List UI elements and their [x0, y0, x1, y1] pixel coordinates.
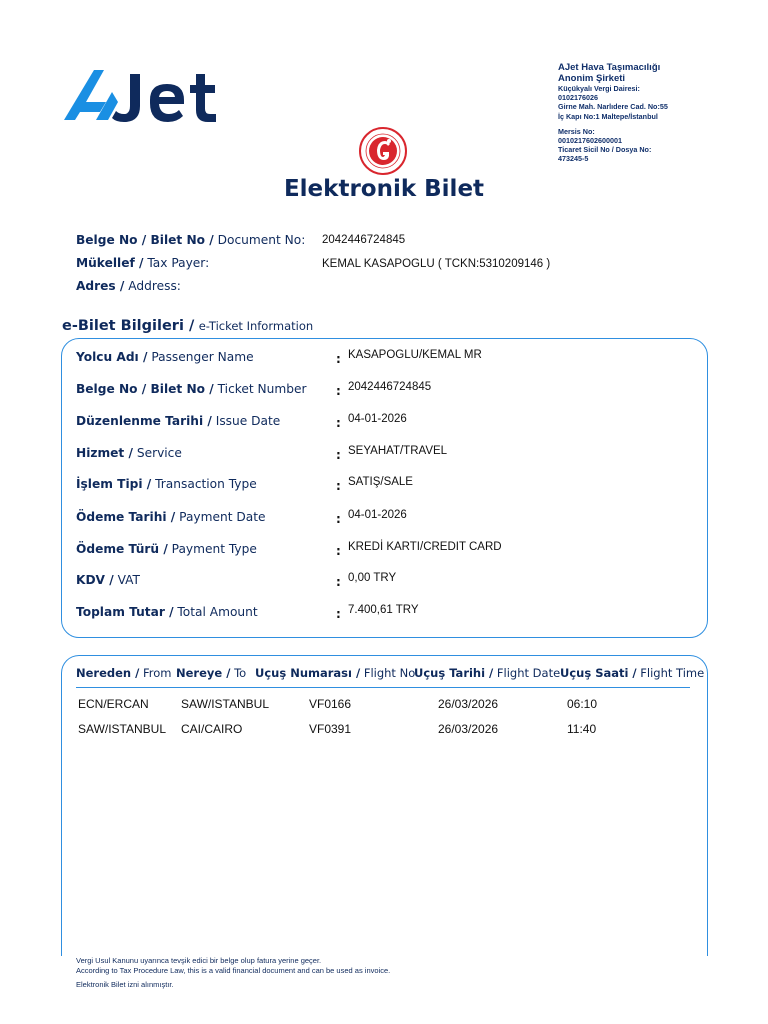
mersis-label: Mersis No:: [558, 126, 595, 136]
eticket-row-value: KASAPOGLU/KEMAL MR: [348, 349, 482, 361]
eticket-row-label-tr: Hizmet /: [76, 446, 133, 460]
th-flight-no-tr: Uçuş Numarası /: [255, 666, 361, 680]
table-header-divider: [76, 687, 690, 688]
th-flight-date: [414, 666, 560, 680]
eticket-title-en: e-Ticket Information: [198, 319, 314, 333]
eticket-row-label-tr: İşlem Tipi /: [76, 477, 152, 491]
th-to: [176, 666, 246, 680]
th-flight-no-en: Flight No: [363, 666, 416, 680]
eticket-row-label-en: Issue Date: [215, 414, 281, 428]
flight-row-2-date: 26/03/2026: [438, 722, 499, 736]
eticket-row-label-tr: Yolcu Adı /: [76, 350, 148, 364]
flight-row-1-flight-no: VF0166: [309, 697, 352, 711]
eticket-row-label-tr: KDV /: [76, 573, 114, 587]
footer-line1: Vergi Usul Kanunu uyarınca tevşik edici bir belge olup fatura yerine geçer.: [76, 956, 322, 965]
document-no-value: 2042446724845: [322, 234, 406, 246]
address-label: [76, 279, 181, 293]
eticket-row-colon: :: [336, 384, 341, 398]
address-label-en: Address:: [128, 279, 181, 293]
th-flight-date-tr: Uçuş Tarihi /: [414, 666, 494, 680]
flight-row-2-flight-no: VF0391: [309, 722, 352, 736]
page-title: Elektronik Bilet: [283, 176, 485, 202]
eticket-row-label-en: Service: [136, 446, 182, 460]
address-line1: Girne Mah. Narlıdere Cad. No:55: [558, 102, 668, 112]
gib-seal-icon: [358, 126, 408, 176]
company-info: [558, 62, 728, 164]
th-to-tr: Nereye /: [176, 666, 231, 680]
eticket-row-colon: :: [336, 607, 341, 621]
th-flight-time-tr: Uçuş Saati /: [560, 666, 637, 680]
document-no-label-en: Document No:: [217, 233, 306, 247]
th-from: [76, 666, 171, 680]
eticket-row-label-tr: Ödeme Tarihi /: [76, 510, 176, 524]
eticket-row-label-en: Ticket Number: [217, 382, 307, 396]
th-from-en: From: [142, 666, 172, 680]
eticket-row-value: 04-01-2026: [348, 413, 407, 425]
flight-row-1-to: SAW/ISTANBUL: [181, 697, 270, 711]
eticket-row-colon: :: [336, 544, 341, 558]
footer-line3: Elektronik Bilet izni alınmıştır.: [76, 980, 174, 989]
eticket-row-label: [76, 477, 257, 491]
eticket-row-value: 7.400,61 TRY: [348, 604, 419, 616]
th-flight-no: [255, 666, 415, 680]
address-line2: İç Kapı No:1 Maltepe/İstanbul: [558, 111, 658, 121]
eticket-row-label: [76, 382, 307, 396]
flight-row-1-from: ECN/ERCAN: [78, 697, 149, 711]
eticket-row-label-en: Total Amount: [177, 605, 258, 619]
flights-box: [61, 655, 708, 956]
mersis-no: 0010217602600001: [558, 136, 622, 146]
eticket-row-label-tr: Ödeme Türü /: [76, 542, 168, 556]
th-from-tr: Nereden /: [76, 666, 140, 680]
document-no-label: [76, 233, 305, 247]
eticket-row-label: [76, 573, 140, 587]
eticket-row-value: 2042446724845: [348, 381, 432, 393]
taxpayer-label-en: Tax Payer:: [147, 256, 210, 270]
eticket-row-label-en: VAT: [117, 573, 140, 587]
eticket-row-label: [76, 350, 254, 364]
th-to-en: To: [234, 666, 247, 680]
eticket-row-label: [76, 605, 258, 619]
company-name-line1: AJet Hava Taşımacılığı: [558, 62, 661, 73]
document-no-label-tr: Belge No / Bilet No /: [76, 233, 214, 247]
eticket-row-colon: :: [336, 512, 341, 526]
eticket-title-tr: e-Bilet Bilgileri /: [62, 318, 195, 334]
th-flight-time: [560, 666, 704, 680]
th-flight-date-en: Flight Date: [496, 666, 561, 680]
flight-row-2-time: 11:40: [567, 722, 597, 736]
eticket-row-label: [76, 510, 266, 524]
registry-no: 473245-5: [558, 154, 589, 164]
flight-row-1-time: 06:10: [567, 697, 598, 711]
eticket-row-colon: :: [336, 448, 341, 462]
eticket-row-label: [76, 542, 257, 556]
eticket-row-colon: :: [336, 479, 341, 493]
taxpayer-label-tr: Mükellef /: [76, 256, 144, 270]
registry-label: Ticaret Sicil No / Dosya No:: [558, 145, 652, 155]
eticket-row-label-tr: Belge No / Bilet No /: [76, 382, 214, 396]
eticket-row-value: 04-01-2026: [348, 509, 407, 521]
eticket-row-colon: :: [336, 575, 341, 589]
th-flight-time-en: Flight Time: [640, 666, 705, 680]
eticket-row-value: 0,00 TRY: [348, 572, 397, 584]
eticket-row-label-en: Passenger Name: [151, 350, 254, 364]
footer-line2: According to Tax Procedure Law, this is a valid financial document and can be used as invoice.: [76, 966, 391, 975]
eticket-row-label-tr: Toplam Tutar /: [76, 605, 174, 619]
ajet-logo: [60, 62, 240, 126]
eticket-row-value: SEYAHAT/TRAVEL: [348, 445, 448, 457]
eticket-section-title: [62, 318, 313, 334]
company-name-line2: Anonim Şirketi: [558, 73, 626, 84]
taxpayer-value: KEMAL KASAPOGLU ( TCKN:5310209146 ): [322, 258, 551, 270]
eticket-row-colon: :: [336, 416, 341, 430]
eticket-row-label: [76, 446, 182, 460]
tax-office-no: 0102176026: [558, 93, 598, 103]
eticket-row-label-en: Transaction Type: [155, 477, 257, 491]
flight-row-2-to: CAI/CAIRO: [181, 722, 243, 736]
eticket-row-value: SATIŞ/SALE: [348, 476, 413, 488]
address-label-tr: Adres /: [76, 279, 125, 293]
eticket-row-label-en: Payment Date: [179, 510, 266, 524]
taxpayer-label: [76, 256, 209, 270]
eticket-row-colon: :: [336, 352, 341, 366]
flight-row-1-date: 26/03/2026: [438, 697, 499, 711]
tax-office-label: Küçükyalı Vergi Dairesi:: [558, 84, 640, 93]
flight-row-2-from: SAW/ISTANBUL: [78, 722, 167, 736]
eticket-row-label: [76, 414, 280, 428]
eticket-row-label-en: Payment Type: [171, 542, 257, 556]
eticket-row-label-tr: Düzenlenme Tarihi /: [76, 414, 212, 428]
eticket-row-value: KREDİ KARTI/CREDIT CARD: [348, 541, 502, 553]
